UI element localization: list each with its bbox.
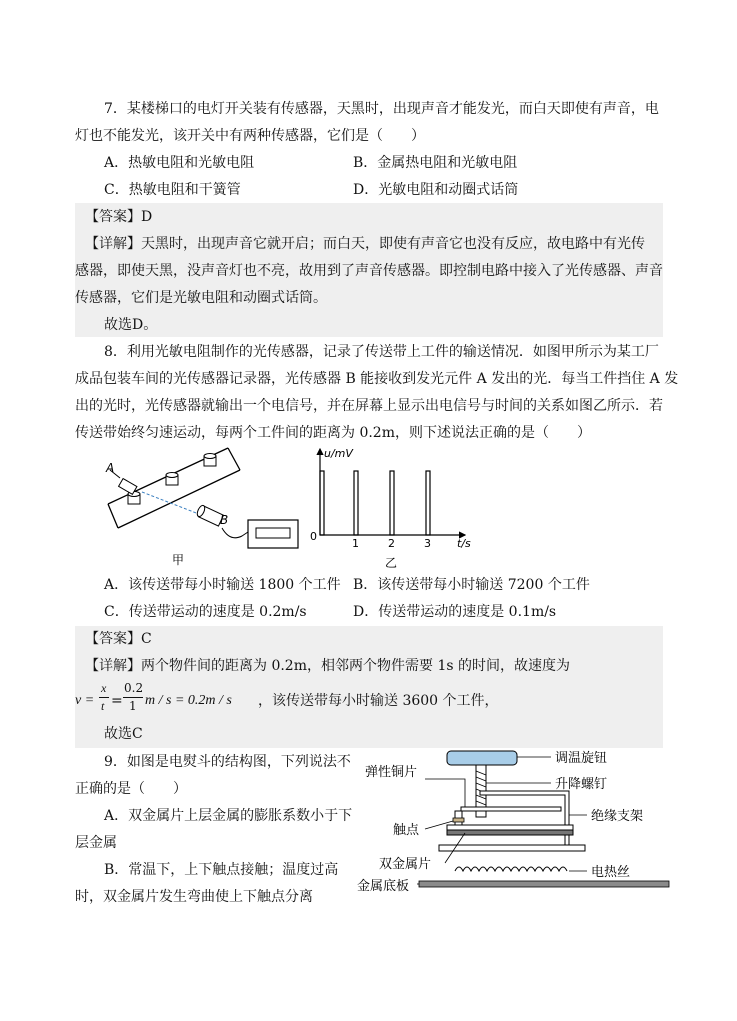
x-tick-label: 1 xyxy=(352,537,359,550)
q7-conclusion: 故选D。 xyxy=(104,317,158,333)
insulating-bracket xyxy=(480,791,569,849)
x-tick-label: 3 xyxy=(424,537,431,550)
q7-option-d: D．光敏电阻和动圈式话筒 xyxy=(353,182,519,198)
q8-answer-box xyxy=(75,626,663,748)
signal-time-graph xyxy=(305,443,480,573)
x-axis-label: t/s xyxy=(457,537,471,550)
q7-option-c: C．热敏电阻和干簧管 xyxy=(104,182,241,198)
q9-option-a-line1: A．双金属片上层金属的膨胀系数小于下 xyxy=(104,808,353,824)
formula-denominator: 1 xyxy=(129,699,137,713)
q9-option-b-line1: B．常温下，上下触点接触；温度过高 xyxy=(104,862,339,878)
metal-base xyxy=(419,881,669,887)
figure-jia-caption: 甲 xyxy=(172,553,185,567)
x-tick-label: 2 xyxy=(388,537,395,550)
q8-detail-line2-tail: ，该传送带每小时输送 3600 个工件， xyxy=(258,693,499,709)
q8-stem-line3: 出的光时，光传感器就输出一个电信号，并在屏幕上显示出电信号与时间的关系如图乙所示．若 xyxy=(75,398,663,414)
contact xyxy=(453,818,464,822)
q7-option-a: A．热敏电阻和光敏电阻 xyxy=(104,155,255,171)
q9-option-a-line2: 层金属 xyxy=(75,835,117,851)
conveyor-belt-figure xyxy=(100,444,310,574)
q8-answer: 【答案】C xyxy=(85,631,152,647)
y-axis-label: u/mV xyxy=(324,447,353,460)
q8-stem-line2: 成品包装车间的光传感器记录器，光传感器 B 能接收到发光元件 A 发出的光．每当工件挡住 A 发 xyxy=(75,371,679,387)
bimetal-label: 双金属片 xyxy=(379,857,432,872)
q8-option-b: B．该传送带每小时输送 7200 个工件 xyxy=(353,577,590,593)
screw-label: 升降螺钉 xyxy=(555,777,608,792)
heater-label: 电热丝 xyxy=(591,865,631,880)
q7-stem-line2: 灯也不能发光，该开关中有两种传感器，它们是（ ） xyxy=(75,128,425,144)
knob xyxy=(447,751,517,765)
knob-label: 调温旋钮 xyxy=(555,751,608,766)
formula-numerator: 0.2 xyxy=(124,681,144,695)
q8-stem-line4: 传送带始终匀速运动，每两个工件间的距离为 0.2m，则下述说法正确的是（ ） xyxy=(75,425,591,441)
q7-option-b: B．金属热电阻和光敏电阻 xyxy=(353,155,518,171)
q8-option-c: C．传送带运动的速度是 0.2m/s xyxy=(104,604,307,620)
contact-label: 触点 xyxy=(393,823,420,838)
formula-x: x xyxy=(101,681,107,695)
emitter-a-label: A xyxy=(106,461,115,475)
base-label: 金属底板 xyxy=(357,879,410,894)
q8-option-d: D．传送带运动的速度是 0.1m/s xyxy=(353,604,557,620)
elastic-copper-strip xyxy=(461,807,561,811)
formula-v: v = xyxy=(75,693,95,708)
q9-stem-line1: 9．如图是电熨斗的结构图，下列说法不 xyxy=(104,754,351,770)
signal-pulse xyxy=(426,471,430,535)
formula-t: t xyxy=(101,699,105,713)
bracket-label: 绝缘支架 xyxy=(591,809,644,824)
sensor-b-label: B xyxy=(220,513,229,527)
bimetal-strip xyxy=(447,825,573,830)
q7-detail-line1: 【详解】天黑时，出现声音它就开启；而白天，即使有声音它也没有反应，故电路中有光传 xyxy=(85,236,645,252)
q7-stem-line1: 7．某楼梯口的电灯开关装有传感器，天黑时，出现声音才能发光，而白天即使有声音，电 xyxy=(104,101,659,117)
q7-detail-line3: 传感器，它们是光敏电阻和动圈式话筒。 xyxy=(75,290,327,306)
fraction-bar xyxy=(99,697,109,698)
q7-detail-line2: 感器，即使天黑，没声音灯也不亮，故用到了声音传感器。即控制电路中接入了光传感器、声音 xyxy=(75,263,663,279)
q8-stem-line1: 8．利用光敏电阻制作的光传感器，记录了传送带上工件的输送情况．如图甲所示为某工厂 xyxy=(104,344,659,360)
q8-conclusion: 故选C xyxy=(104,726,143,742)
signal-pulse xyxy=(320,471,324,535)
copper-strip-label: 弹性铜片 xyxy=(365,765,418,780)
formula-rest: m / s = 0.2m / s xyxy=(145,693,232,708)
formula-equals: = xyxy=(111,693,123,709)
q9-stem-line2: 正确的是（ ） xyxy=(75,781,187,797)
electric-iron-figure xyxy=(355,745,685,905)
signal-pulse xyxy=(354,471,358,535)
q7-answer: 【答案】D xyxy=(85,209,153,225)
origin-label: 0 xyxy=(310,530,317,543)
q8-option-a: A．该传送带每小时输送 1800 个工件 xyxy=(104,577,341,593)
heating-coil xyxy=(455,867,567,871)
q9-option-b-line2: 时，双金属片发生弯曲使上下触点分离 xyxy=(75,889,313,905)
fraction-bar xyxy=(123,697,143,698)
q8-detail-line1: 【详解】两个物件间的距离为 0.2m，相邻两个物件需要 1s 的时间，故速度为 xyxy=(85,658,570,674)
figure-yi-caption: 乙 xyxy=(385,556,398,570)
signal-pulse xyxy=(390,471,394,535)
